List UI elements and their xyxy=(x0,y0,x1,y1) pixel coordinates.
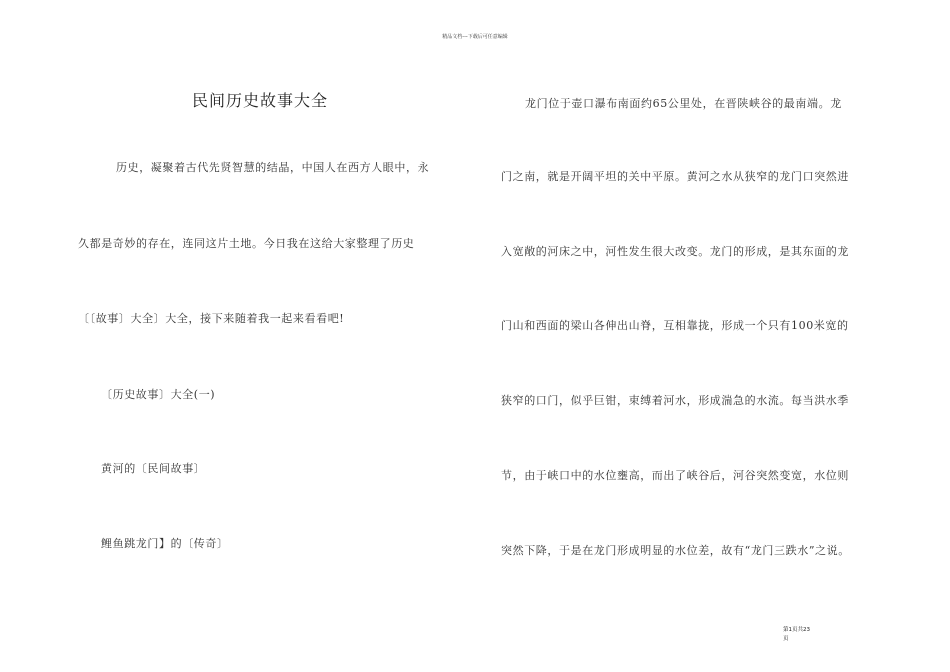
left-paragraph-line-3: 〔〔故事〕大全〕大全，接下来随着我一起来看看吧! xyxy=(78,312,345,325)
left-subheading-3: 鲤鱼跳龙门】的〔传奇〕 xyxy=(101,537,229,550)
left-paragraph-line-1: 历史，凝聚着古代先贤智慧的结晶，中国人在西方人眼中，永 xyxy=(116,161,430,174)
page-number-suffix: 页 xyxy=(783,636,789,642)
left-subheading-2: 黄河的〔民间故事〕 xyxy=(101,462,206,475)
right-paragraph-line-7: 突然下降，于是在龙门形成明显的水位差，故有“龙门三跌水”之说。 xyxy=(501,544,850,557)
right-paragraph-line-5: 狭窄的口门，似乎巨钳，束缚着河水，形成湍急的水流。每当洪水季 xyxy=(501,394,849,407)
left-paragraph-line-2: 久都是奇妙的存在，连同这片土地。今日我在这给大家整理了历史 xyxy=(78,237,415,250)
right-paragraph-line-4: 门山和西面的梁山各伸出山脊，互相靠拢，形成一个只有100米宽的 xyxy=(501,319,849,332)
page-number-main: 第1页共23 xyxy=(783,627,810,633)
right-paragraph-line-1: 龙门位于壶口瀑布南面约65公里处，在晋陕峡谷的最南端。龙 xyxy=(525,97,842,110)
right-paragraph-line-2: 门之南，就是开阔平坦的关中平原。黄河之水从狭窄的龙门口突然进 xyxy=(501,170,849,183)
right-paragraph-line-6: 节，由于峡口中的水位壅高，而出了峡谷后，河谷突然变宽，水位则 xyxy=(501,469,849,482)
document-title: 民间历史故事大全 xyxy=(192,91,329,110)
right-paragraph-line-3: 入宽敞的河床之中，河性发生很大改变。龙门的形成，是其东面的龙 xyxy=(501,245,849,258)
page-number xyxy=(783,626,833,644)
left-subheading-1: 〔历史故事〕大全(一) xyxy=(101,388,216,401)
page-header: 精品文档---下载后可任意编辑 xyxy=(442,34,508,40)
